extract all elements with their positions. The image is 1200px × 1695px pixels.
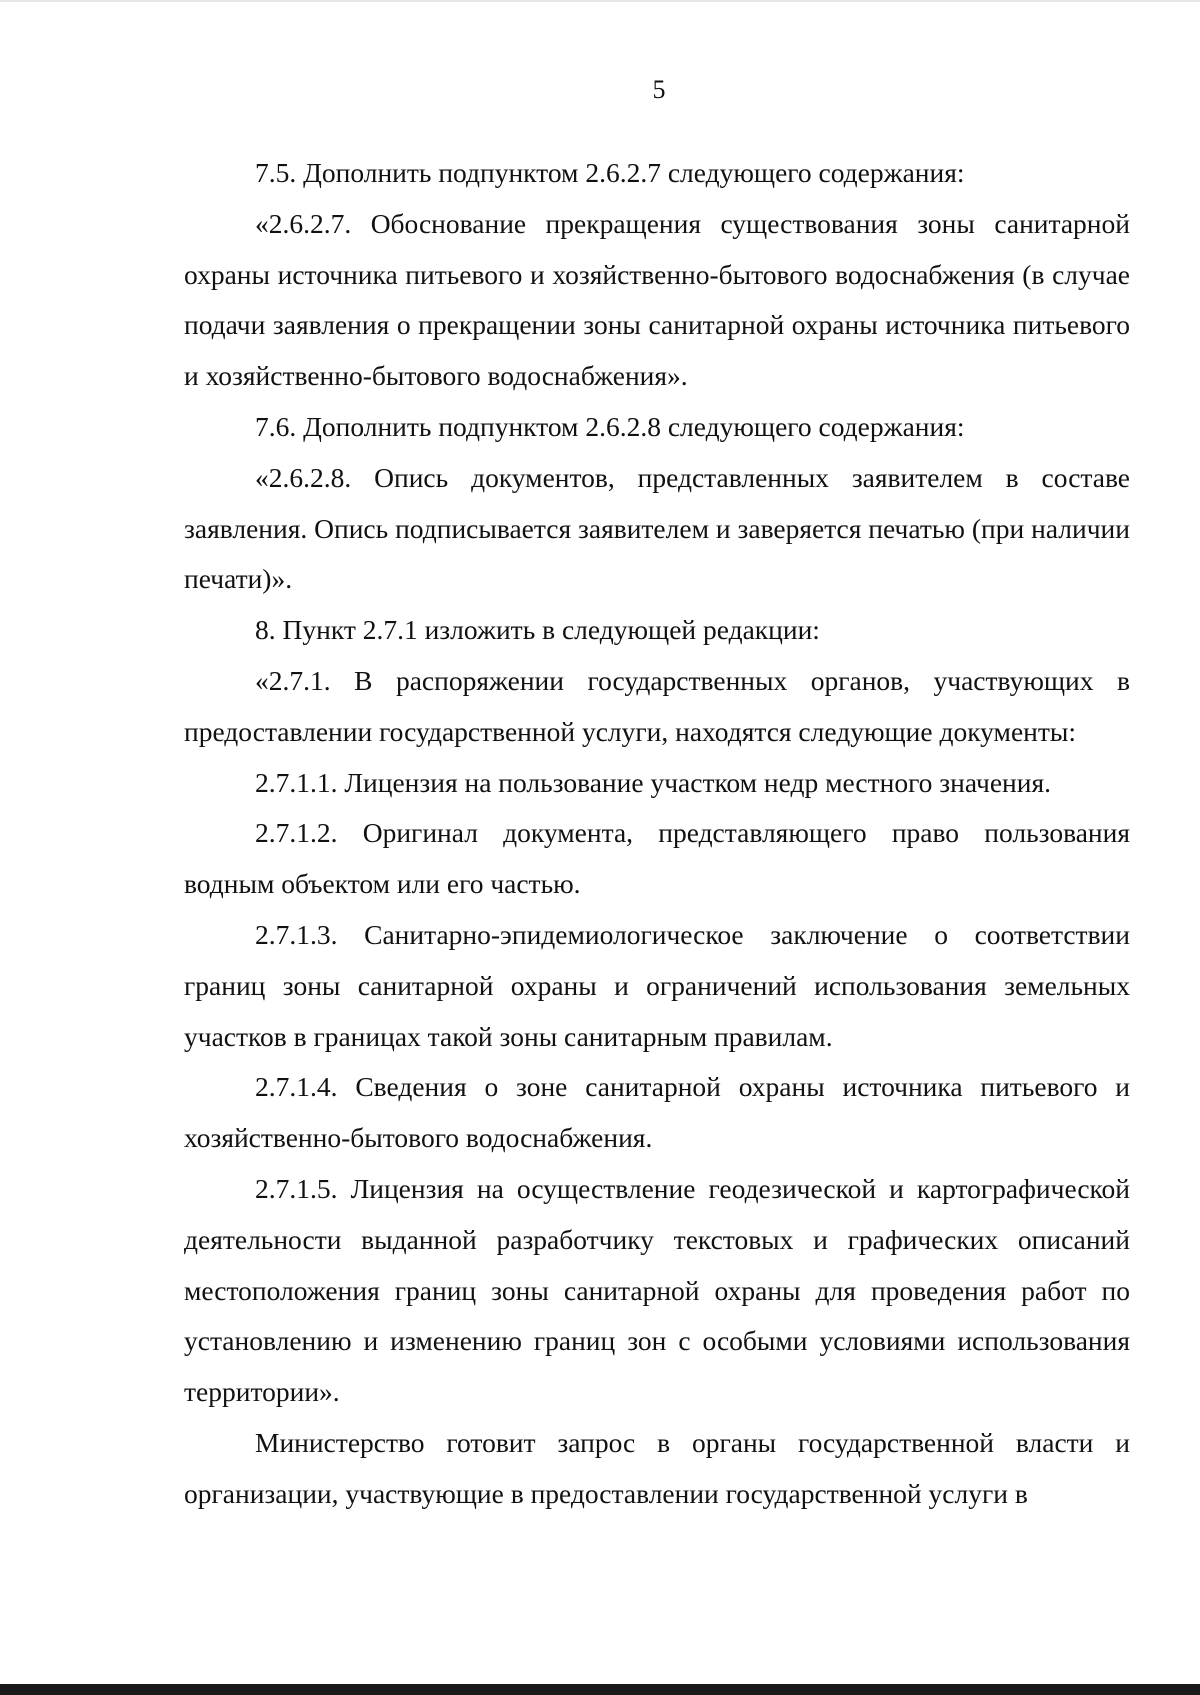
paragraph-2-7-1: «2.7.1. В распоряжении государственных органов, участвующих в предоставлении государственной услуги, находятся следующие документы: (184, 664, 1130, 747)
paragraph-7-6: 7.6. Дополнить подпунктом 2.6.2.8 следующего содержания: (255, 410, 965, 442)
paragraph-2-7-1-4: 2.7.1.4. Сведения о зоне санитарной охраны источника питьевого и хозяйственно-бытового водоснабжения. (184, 1071, 1130, 1154)
paragraph-2-6-2-8: «2.6.2.8. Опись документов, представленных заявителем в составе заявления. Опись подписывается заявителем и заверяется печатью (при наличии печати)». (184, 461, 1130, 595)
scan-bottom-edge (0, 1684, 1200, 1695)
paragraph-2-6-2-7: «2.6.2.7. Обоснование прекращения существования зоны санитарной охраны источника питьевого и хозяйственно-бытового водоснабжения (в случае подачи заявления о прекращении зоны санитарной охраны источника питьевого и хозяйственно-бытового водоснабжения». (184, 207, 1130, 392)
document-body (184, 148, 1130, 1520)
paragraph-7-5: 7.5. Дополнить подпунктом 2.6.2.7 следующего содержания: (255, 157, 965, 188)
paragraph-2-7-1-3: 2.7.1.3. Санитарно-эпидемиологическое заключение о соответствии границ зоны санитарной охраны и ограничений использования земельных участков в границах такой зоны санитарным правилам. (184, 918, 1130, 1052)
paragraph-2-7-1-2: 2.7.1.2. Оригинал документа, представляющего право пользования водным объектом или его частью. (184, 817, 1130, 900)
paragraph-2-7-1-5: 2.7.1.5. Лицензия на осуществление геодезической и картографической деятельности выданной разработчику текстовых и графических описаний местоположения границ зоны санитарной охраны для проведения работ по установлению и изменению границ зон с особыми условиями использования территории». (184, 1172, 1130, 1408)
paragraph-ministry-request: Министерство готовит запрос в органы государственной власти и организации, участвующие в предоставлении государственной услуги в (184, 1426, 1130, 1509)
paragraph-8: 8. Пункт 2.7.1 изложить в следующей редакции: (255, 614, 820, 646)
paragraph-2-7-1-1: 2.7.1.1. Лицензия на пользование участком недр местного значения. (255, 766, 1051, 798)
page-number: 5 (652, 75, 666, 104)
scan-top-edge (0, 0, 1200, 2)
